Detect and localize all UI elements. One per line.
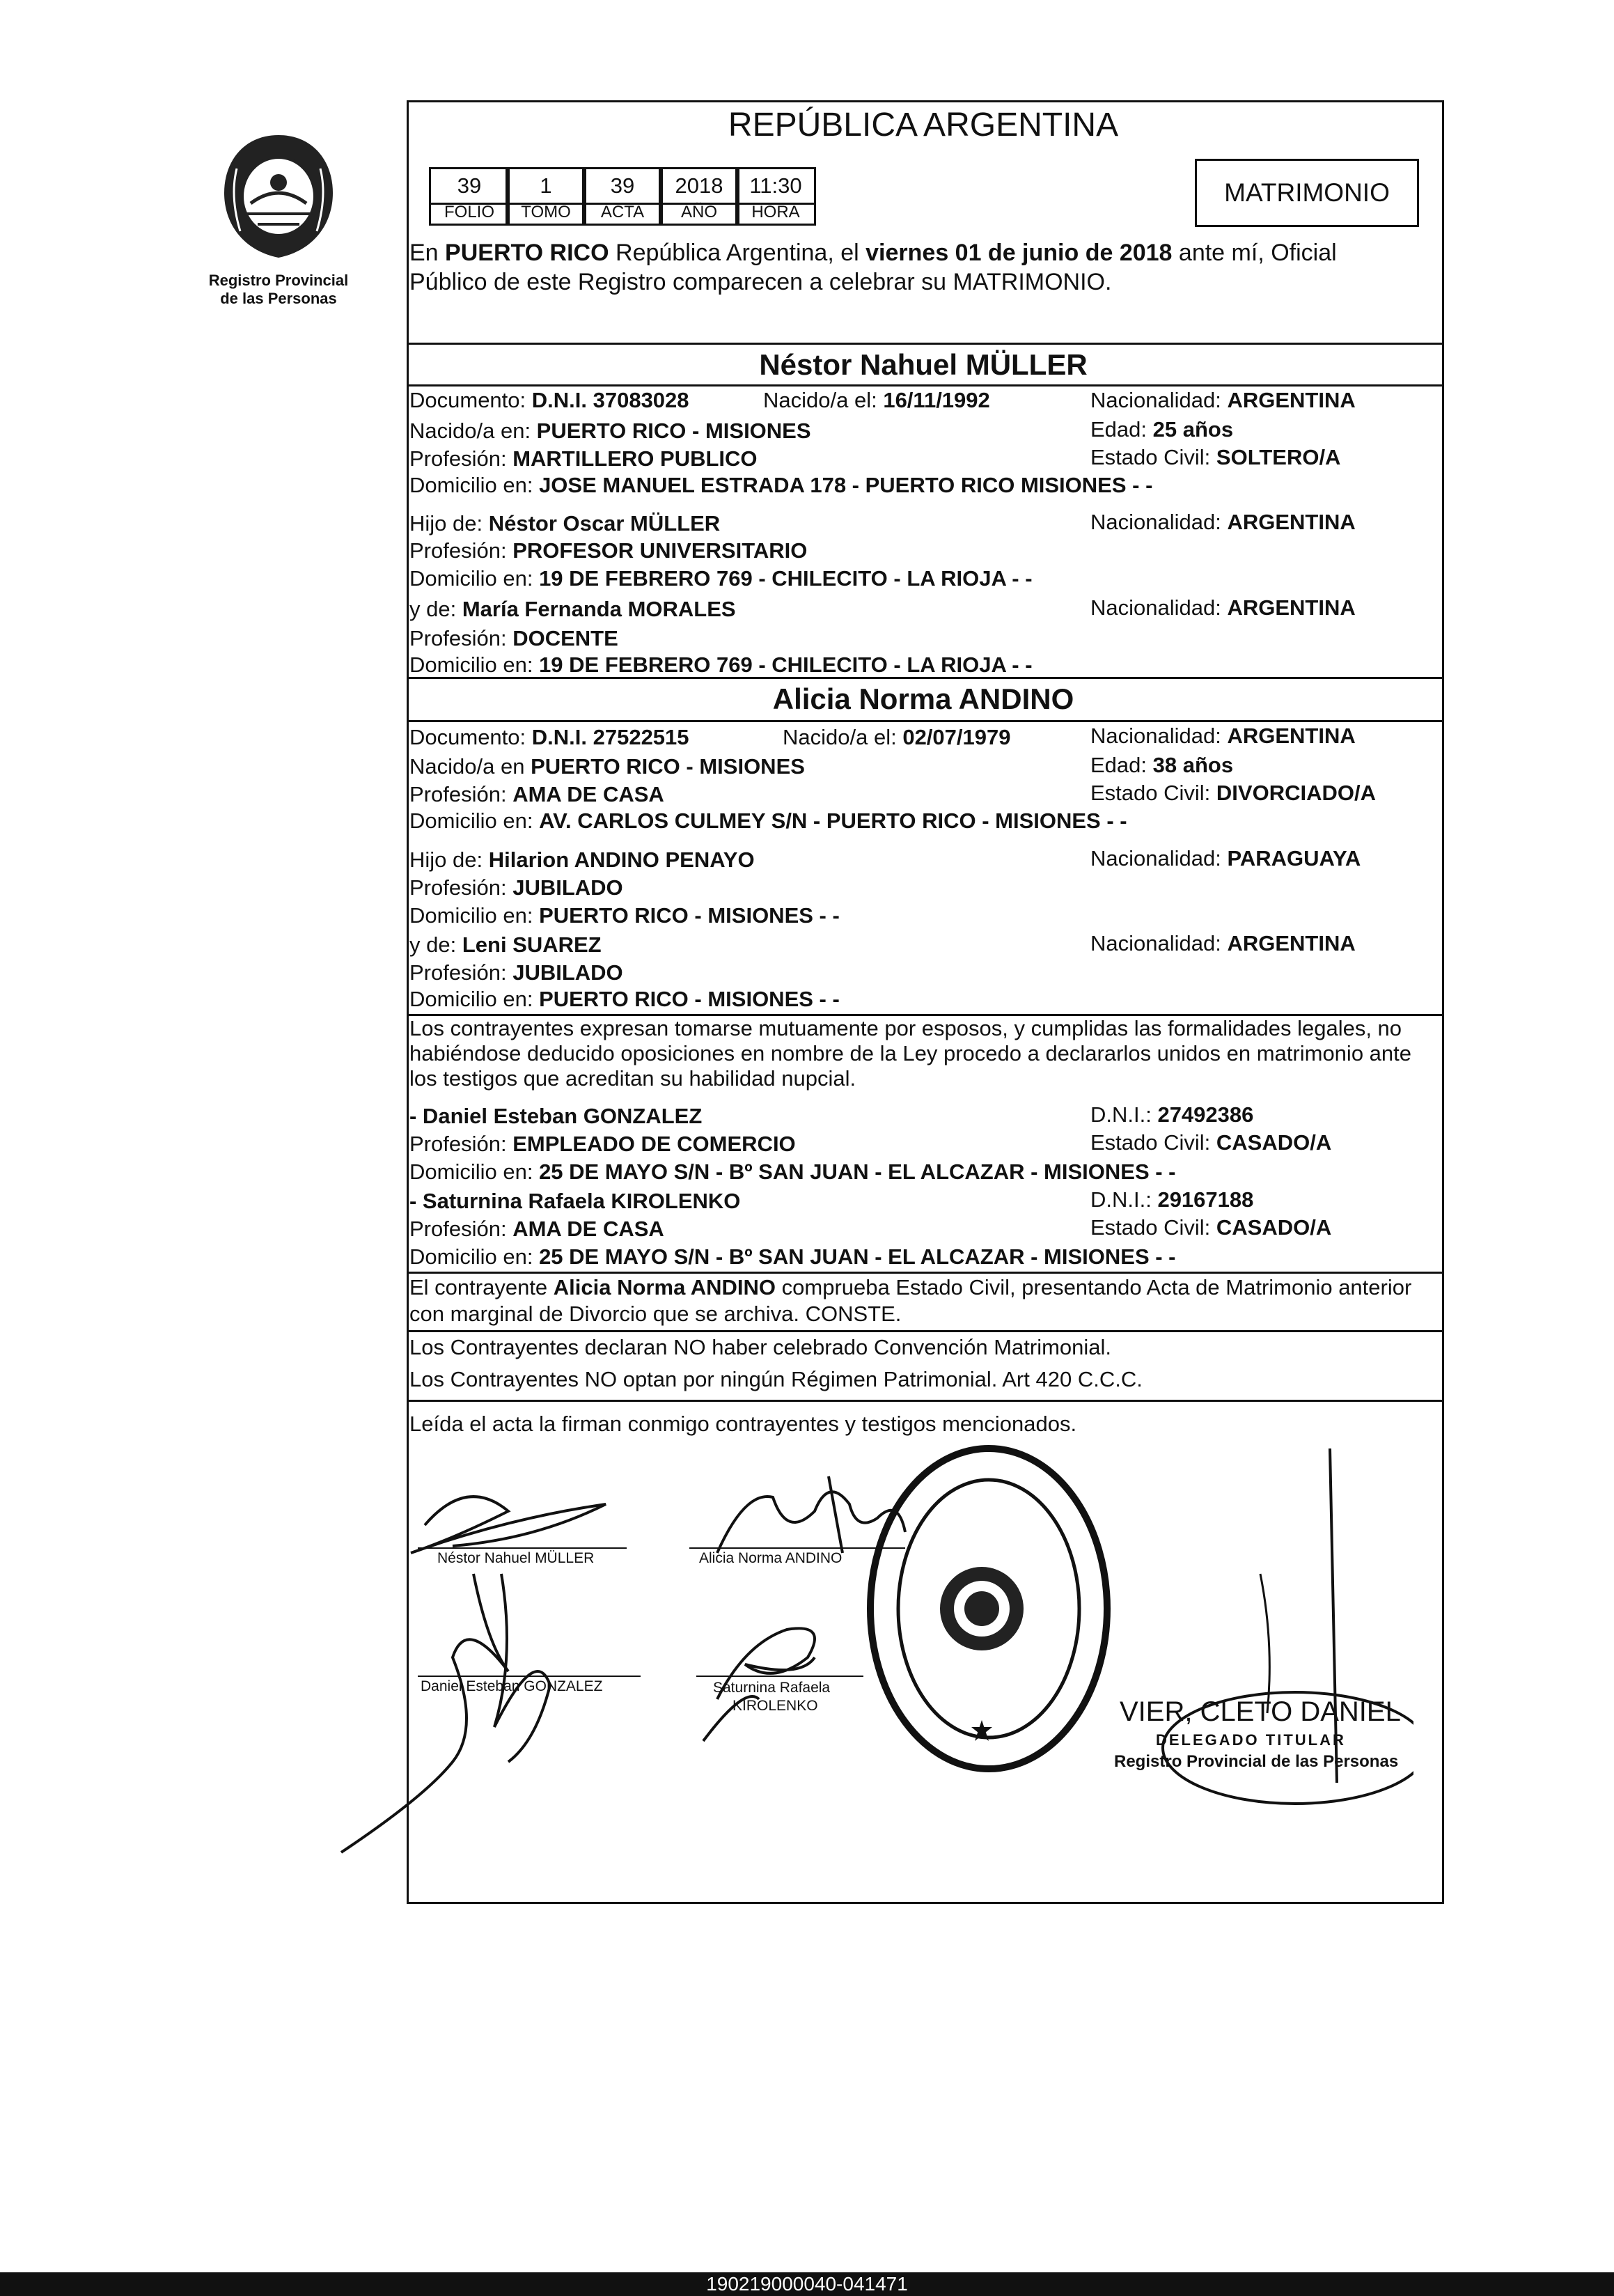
regime-line-2: Los Contrayentes NO optan por ningún Régimen Patrimonial. Art 420 C.C.C. xyxy=(409,1367,1143,1391)
province-seal-icon xyxy=(209,127,348,266)
document-barcode-number: 190219000040-041471 xyxy=(0,2272,1614,2296)
spouse2-born: Nacido/a el: 02/07/1979 xyxy=(783,725,1011,749)
tomo-value: 1 xyxy=(506,167,586,205)
witness1-dni: D.N.I.: 27492386 xyxy=(1090,1102,1254,1127)
spouse1-birthplace: Nacido/a en: PUERTO RICO - MISIONES xyxy=(409,419,811,443)
spouse1-mother-address: Domicilio en: 19 DE FEBRERO 769 - CHILECITO - LA RIOJA - - xyxy=(409,653,1033,677)
signature-label-witness2-line1: Saturnina Rafaela xyxy=(713,1680,831,1696)
acta-caption: ACTA xyxy=(582,203,663,226)
spouse1-born: Nacido/a el: 16/11/1992 xyxy=(763,388,990,412)
regime-line-1: Los Contrayentes declaran NO haber celebrado Convención Matrimonial. xyxy=(409,1335,1112,1359)
spouse2-doc: Documento: D.N.I. 27522515 xyxy=(409,725,689,749)
spouse2-mother-nationality: Nacionalidad: ARGENTINA xyxy=(1090,931,1356,955)
officer-organization: Registro Provincial de las Personas xyxy=(1114,1752,1399,1771)
spouse1-profession: Profesión: MARTILLERO PUBLICO xyxy=(409,446,758,471)
spouse2-birthplace: Nacido/a en PUERTO RICO - MISIONES xyxy=(409,754,805,779)
intro-line-2: Público de este Registro comparecen a celebrar su MATRIMONIO. xyxy=(409,269,1112,295)
witness1-address: Domicilio en: 25 DE MAYO S/N - Bº SAN JUAN - EL ALCAZAR - MISIONES - - xyxy=(409,1159,1176,1184)
registry-logo xyxy=(209,127,348,315)
acta-value: 39 xyxy=(582,167,663,205)
spouse1-nationality: Nacionalidad: ARGENTINA xyxy=(1090,388,1356,412)
signature-label-witness2-line2: KIROLENKO xyxy=(732,1698,818,1714)
ano-value: 2018 xyxy=(659,167,739,205)
spouse2-age: Edad: 38 años xyxy=(1090,753,1234,777)
declaration-line-1: Los contrayentes expresan tomarse mutuamente por esposos, y cumplidas las formalidades legales, no xyxy=(409,1016,1402,1040)
witness2-address: Domicilio en: 25 DE MAYO S/N - Bº SAN JUAN - EL ALCAZAR - MISIONES - - xyxy=(409,1244,1176,1269)
note-line-1: El contrayente Alicia Norma ANDINO comprueba Estado Civil, presentando Acta de Matrimonio anterior xyxy=(409,1275,1412,1299)
spouse2-profession: Profesión: AMA DE CASA xyxy=(409,782,664,806)
official-stamp-icon xyxy=(849,1435,1128,1783)
spouse2-father-address: Domicilio en: PUERTO RICO - MISIONES - - xyxy=(409,903,840,928)
officer-title: DELEGADO TITULAR xyxy=(1156,1731,1346,1749)
page-title: REPÚBLICA ARGENTINA xyxy=(728,107,1119,143)
declaration-line-2: habiéndose deducido oposiciones en nombre de la Ley procedo a declararlos unidos en matrimonio ante xyxy=(409,1041,1412,1065)
spouse1-father-nationality: Nacionalidad: ARGENTINA xyxy=(1090,510,1356,534)
spouse2-nationality: Nacionalidad: ARGENTINA xyxy=(1090,724,1356,748)
spouse1-civil-status: Estado Civil: SOLTERO/A xyxy=(1090,445,1341,469)
spouse2-civil-status: Estado Civil: DIVORCIADO/A xyxy=(1090,781,1376,805)
ano-caption: AÑO xyxy=(659,203,739,226)
witness1-profession: Profesión: EMPLEADO DE COMERCIO xyxy=(409,1132,796,1156)
hora-value: 11:30 xyxy=(735,167,816,205)
witness2-name: - Saturnina Rafaela KIROLENKO xyxy=(409,1189,741,1213)
act-type-box: MATRIMONIO xyxy=(1195,159,1419,227)
folio-caption: FOLIO xyxy=(429,203,510,226)
spouse2-mother-profession: Profesión: JUBILADO xyxy=(409,960,623,985)
spouse1-father-profession: Profesión: PROFESOR UNIVERSITARIO xyxy=(409,538,808,563)
spouse1-name: Néstor Nahuel MÜLLER xyxy=(759,348,1088,381)
spouse2-mother: y de: Leni SUAREZ xyxy=(409,932,602,957)
tomo-caption: TOMO xyxy=(506,203,586,226)
spouse1-age: Edad: 25 años xyxy=(1090,417,1234,442)
spouse2-name: Alicia Norma ANDINO xyxy=(772,682,1074,715)
hora-caption: HORA xyxy=(735,203,816,226)
signature-label-spouse2: Alicia Norma ANDINO xyxy=(699,1550,843,1566)
witness1-name: - Daniel Esteban GONZALEZ xyxy=(409,1104,703,1128)
spouse1-mother: y de: María Fernanda MORALES xyxy=(409,597,736,621)
registry-name-line2: de las Personas xyxy=(220,290,337,307)
spouse1-address: Domicilio en: JOSE MANUEL ESTRADA 178 - PUERTO RICO MISIONES - - xyxy=(409,473,1153,497)
officer-name: VIER, CLETO DANIEL xyxy=(1120,1696,1401,1727)
witness2-profession: Profesión: AMA DE CASA xyxy=(409,1217,664,1241)
spouse1-father: Hijo de: Néstor Oscar MÜLLER xyxy=(409,511,721,536)
witness1-civil-status: Estado Civil: CASADO/A xyxy=(1090,1130,1332,1155)
spouse2-address: Domicilio en: AV. CARLOS CULMEY S/N - PUERTO RICO - MISIONES - - xyxy=(409,809,1127,833)
witness2-dni: D.N.I.: 29167188 xyxy=(1090,1187,1254,1212)
spouse1-mother-nationality: Nacionalidad: ARGENTINA xyxy=(1090,595,1356,620)
closing-text: Leída el acta la firman conmigo contrayentes y testigos mencionados. xyxy=(409,1412,1077,1436)
spouse1-doc: Documento: D.N.I. 37083028 xyxy=(409,388,689,412)
witness2-civil-status: Estado Civil: CASADO/A xyxy=(1090,1215,1332,1240)
note-line-2: con marginal de Divorcio que se archiva. CONSTE. xyxy=(409,1302,902,1326)
signature-label-spouse1: Néstor Nahuel MÜLLER xyxy=(437,1550,595,1566)
spouse2-mother-address: Domicilio en: PUERTO RICO - MISIONES - - xyxy=(409,987,840,1011)
folio-value: 39 xyxy=(429,167,510,205)
spouse1-mother-profession: Profesión: DOCENTE xyxy=(409,626,618,650)
registry-name-line1: Registro Provincial xyxy=(208,272,349,289)
spouse2-father: Hijo de: Hilarion ANDINO PENAYO xyxy=(409,848,755,872)
spouse2-father-nationality: Nacionalidad: PARAGUAYA xyxy=(1090,846,1361,870)
declaration-line-3: los testigos que acreditan su habilidad nupcial. xyxy=(409,1066,856,1091)
signature-label-witness1: Daniel Esteban GONZALEZ xyxy=(421,1678,603,1694)
spouse2-father-profession: Profesión: JUBILADO xyxy=(409,875,623,900)
spouse1-father-address: Domicilio en: 19 DE FEBRERO 769 - CHILECITO - LA RIOJA - - xyxy=(409,566,1033,591)
intro-line-1: En PUERTO RICO República Argentina, el viernes 01 de junio de 2018 ante mí, Oficial xyxy=(409,240,1337,266)
